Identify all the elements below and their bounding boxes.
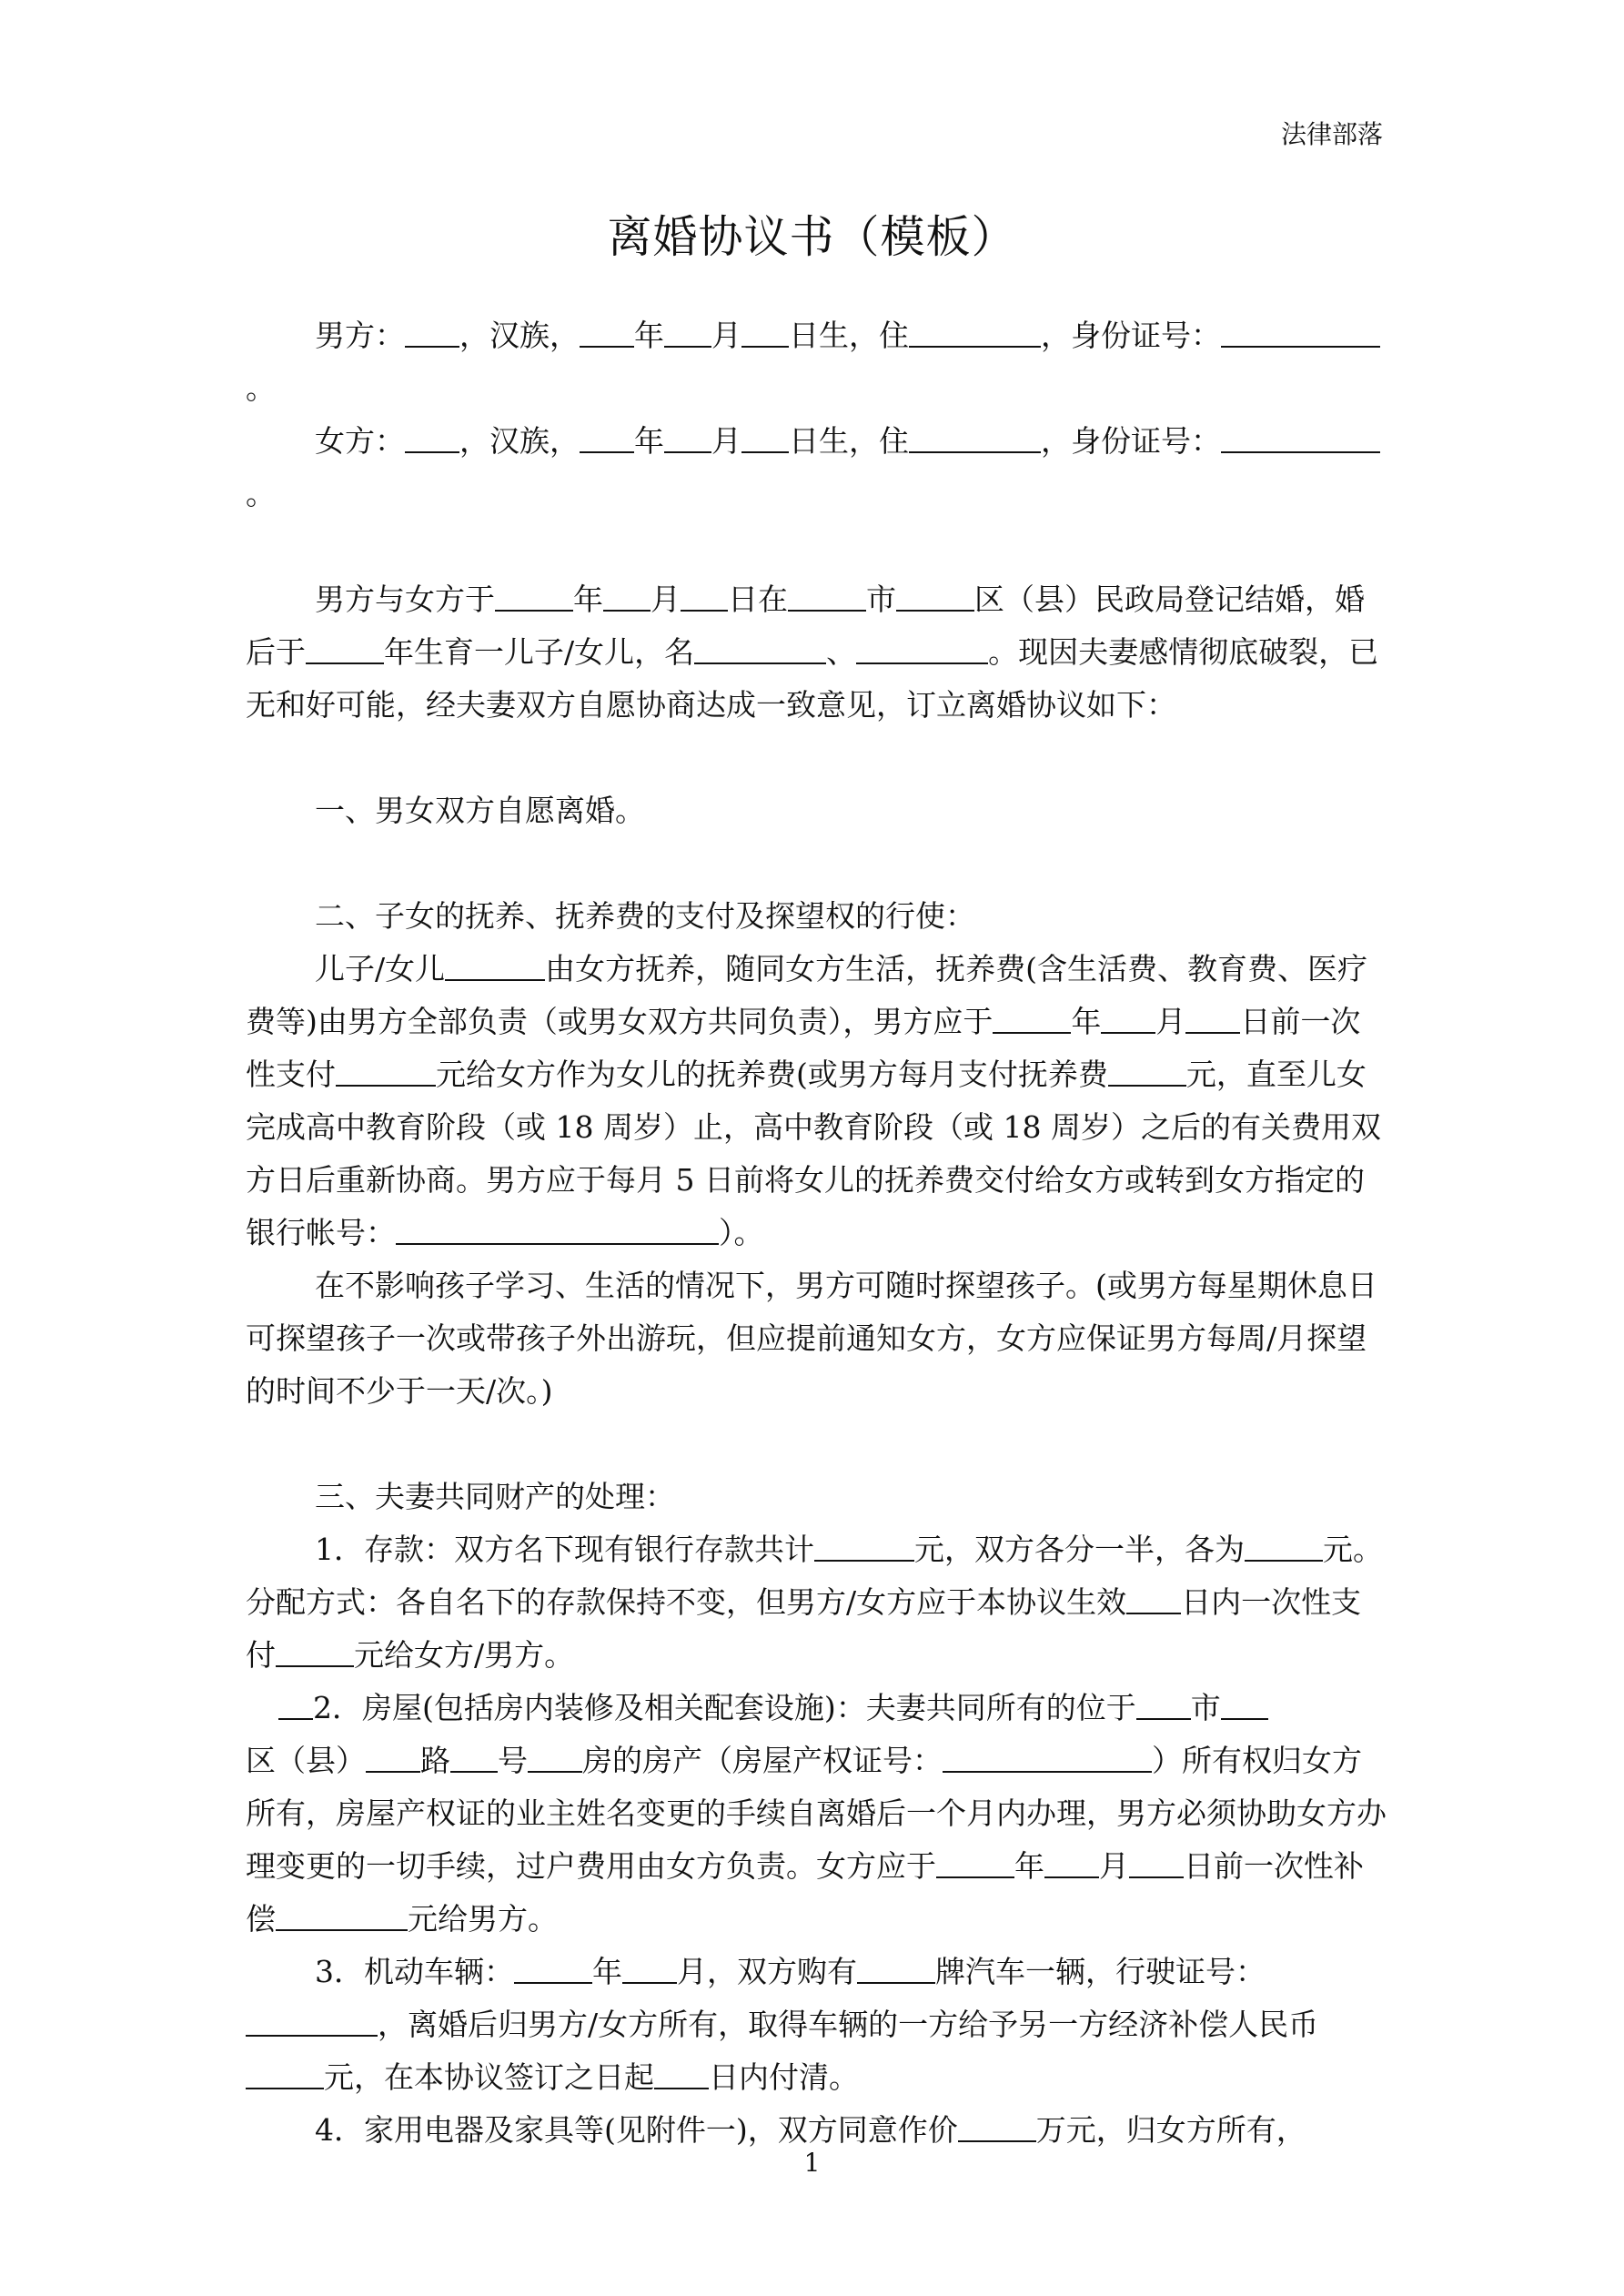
section-2-heading: 二、子女的抚养、抚养费的支付及探望权的行使： — [315, 898, 975, 934]
section-1-heading: 一、男女双方自愿离婚。 — [315, 793, 645, 828]
visitation-paragraph: 在不影响孩子学习、生活的情况下，男方可随时探望孩子。(或男方每星期休息日可探望孩子一次或带孩子外出游玩，但应提前通知女方，女方应保证男方每周/月探望的时间不少于一天/次。) — [246, 1268, 1377, 1409]
furniture-item: 4．家用电器及家具等(见附件一)，双方同意作价 万元，归女方所有， — [246, 2104, 1387, 2157]
section-3-heading: 三、夫妻共同财产的处理： — [315, 1479, 675, 1514]
document-title: 离婚协议书（模板） — [607, 211, 1017, 263]
male-party-line: 男方： ，汉族， 年 月 日生，住 ，身份证号：。 — [246, 309, 1387, 415]
vehicle-item: 3．机动车辆： 年 月，双方购有 牌汽车一辆，行驶证号：，离婚后归男方/女方所有，取得车辆的一方给予另一方经济补偿人民币元，在本协议签订之日起 日内付清。 — [246, 1946, 1387, 2104]
page-number: 1 — [803, 2148, 821, 2178]
custody-paragraph: 儿子/女儿 由女方抚养，随同女方生活，抚养费(含生活费、教育费、医疗费等)由男方全部负责（或男女双方共同负责），男方应于 年 月 日前一次性支付 元给女方作为女儿的抚养费(或男方每月支付抚养费 元，直至儿女完成高中教育阶段（或 18 周岁）止，高中教育阶段（或 18 周岁）之后的有关费用双方日后重新协商。男方应于每月 5 日前将女儿的抚养费交付给女方或转到女方指定的银行帐号： ）。 — [246, 943, 1387, 1259]
savings-item: 1．存款：双方名下现有银行存款共计 元，双方各分一半，各为 元。分配方式：各自名下的存款保持不变，但男方/女方应于本协议生效 日内一次性支付 元给女方/男方。 — [246, 1523, 1387, 1682]
document-body — [246, 309, 1387, 2157]
intro-paragraph: 男方与女方于 年 月 日在 市 区（县）民政局登记结婚，婚后于 年生育一儿子/女儿，名 、 。现因夫妻感情彻底破裂，已无和好可能，经夫妻双方自愿协商达成一致意见，订立离婚协议如下： — [246, 573, 1387, 732]
female-party-line: 女方： ，汉族， 年 月 日生，住 ，身份证号：。 — [246, 415, 1387, 521]
house-item: 2．房屋(包括房内装修及相关配套设施)：夫妻共同所有的位于 市区（县） 路 号 房的房产（房屋产权证号： ）所有权归女方所有，房屋产权证的业主姓名变更的手续自离婚后一个月内办理，男方必须协助女方办理变更的一切手续，过户费用由女方负责。女方应于 年 月 日前一次性补偿 元给男方。 — [246, 1682, 1387, 1946]
header-source: 法律部落 — [1280, 119, 1383, 149]
